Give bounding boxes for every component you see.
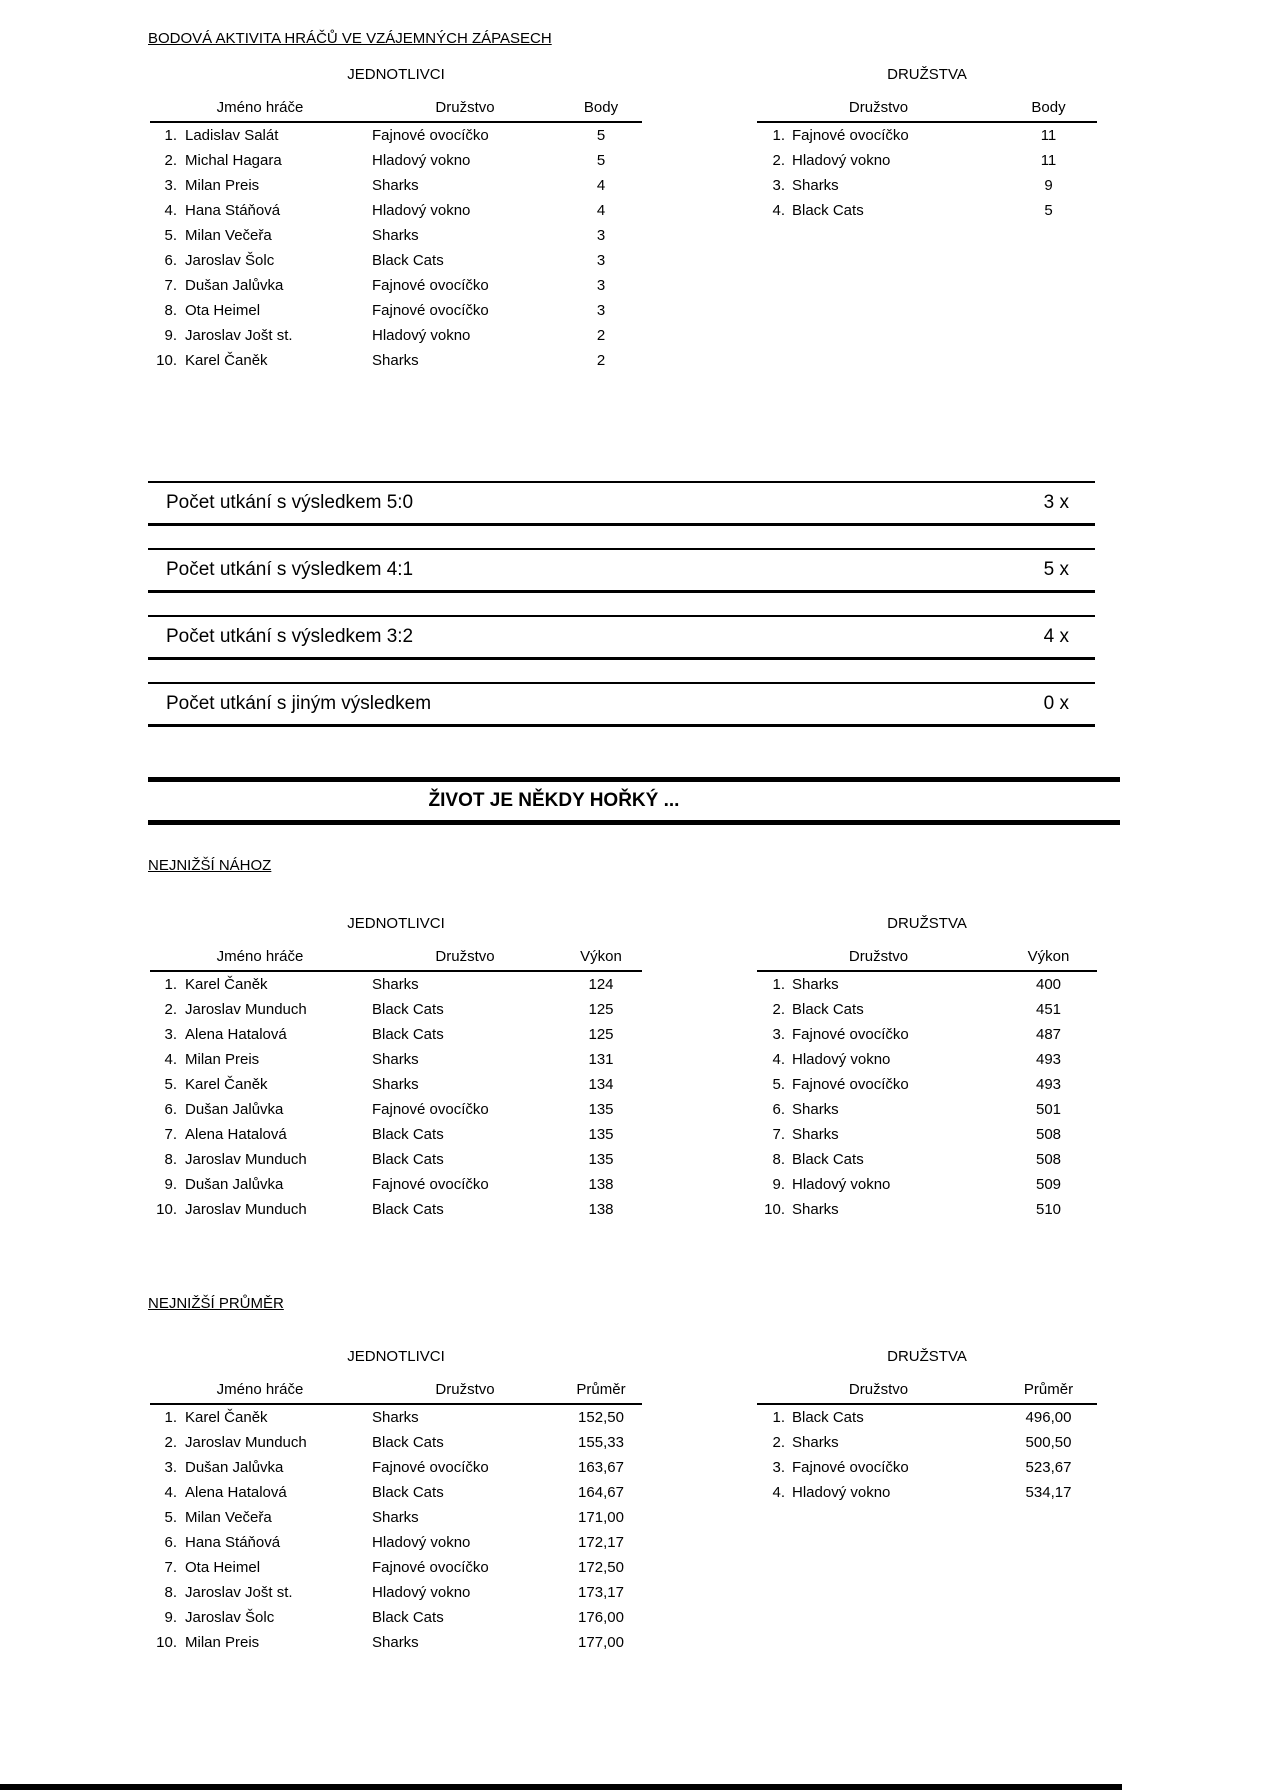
row-player-name: Dušan Jalůvka <box>185 1101 284 1118</box>
table-row <box>757 1172 1097 1197</box>
row-value: 3 <box>596 227 606 244</box>
row-rank: 7. <box>164 1126 177 1143</box>
row-value: 400 <box>1035 976 1062 993</box>
row-rank: 3. <box>164 177 177 194</box>
row-rank: 2. <box>772 1434 785 1451</box>
row-rank: 7. <box>164 277 177 294</box>
table-row <box>150 273 642 298</box>
row-team: Black Cats <box>792 1001 864 1018</box>
section-points <box>150 66 1097 373</box>
page-bottom-rule <box>0 1784 1122 1790</box>
row-team: Sharks <box>372 1509 419 1526</box>
row-team: Black Cats <box>792 1151 864 1168</box>
table-row <box>150 173 642 198</box>
table-row <box>757 1072 1097 1097</box>
page-title: BODOVÁ AKTIVITA HRÁČŮ VE VZÁJEMNÝCH ZÁPASECH <box>148 30 552 47</box>
table-row <box>757 1405 1097 1430</box>
row-team: Fajnové ovocíčko <box>792 1459 909 1476</box>
row-team: Fajnové ovocíčko <box>372 1459 489 1476</box>
table-row <box>150 223 642 248</box>
row-team: Hladový vokno <box>372 202 471 219</box>
row-team: Sharks <box>372 1634 419 1651</box>
table-row <box>150 972 642 997</box>
match-count-banners <box>148 481 1095 749</box>
row-rank: 2. <box>772 152 785 169</box>
table-row <box>150 1505 642 1530</box>
table-body <box>757 123 1097 223</box>
row-team: Sharks <box>372 976 419 993</box>
row-team: Sharks <box>792 1201 839 1218</box>
row-value: 2 <box>596 327 606 344</box>
teams-title: DRUŽSTVA <box>887 915 967 932</box>
row-player-name: Karel Čaněk <box>185 1409 268 1426</box>
row-rank: 5. <box>164 1509 177 1526</box>
row-team: Hladový vokno <box>792 152 891 169</box>
row-rank: 3. <box>164 1026 177 1043</box>
table-header-row <box>757 99 1097 123</box>
table-body <box>150 123 642 373</box>
banner-label: Počet utkání s výsledkem 3:2 <box>166 626 414 647</box>
col-header-team: Družstvo <box>435 99 495 116</box>
banner-value: 0 x <box>1043 693 1069 714</box>
table-row <box>150 1072 642 1097</box>
row-player-name: Jaroslav Šolc <box>185 252 275 269</box>
row-player-name: Milan Preis <box>185 1051 260 1068</box>
row-team: Sharks <box>372 352 419 369</box>
row-value: 508 <box>1035 1126 1062 1143</box>
table-row <box>150 1122 642 1147</box>
row-player-name: Jaroslav Munduch <box>185 1201 307 1218</box>
row-rank: 7. <box>772 1126 785 1143</box>
banner-value: 4 x <box>1043 626 1069 647</box>
row-rank: 9. <box>772 1176 785 1193</box>
row-rank: 2. <box>772 1001 785 1018</box>
row-player-name: Hana Stáňová <box>185 1534 281 1551</box>
row-team: Fajnové ovocíčko <box>372 127 489 144</box>
row-team: Sharks <box>372 227 419 244</box>
individuals-title: JEDNOTLIVCI <box>347 1348 445 1365</box>
row-rank: 8. <box>772 1151 785 1168</box>
col-header-average: Průměr <box>576 1381 626 1398</box>
row-team: Hladový vokno <box>372 1534 471 1551</box>
row-rank: 2. <box>164 1001 177 1018</box>
row-rank: 1. <box>164 1409 177 1426</box>
points-teams-table <box>757 66 1097 373</box>
row-value: 164,67 <box>578 1484 624 1501</box>
row-player-name: Karel Čaněk <box>185 352 268 369</box>
row-rank: 5. <box>772 1076 785 1093</box>
row-rank: 5. <box>164 1076 177 1093</box>
table-row <box>150 123 642 148</box>
row-team: Hladový vokno <box>792 1051 891 1068</box>
match-count-banner <box>148 615 1095 660</box>
table-row <box>757 1122 1097 1147</box>
table-row <box>757 123 1097 148</box>
table-row <box>150 198 642 223</box>
row-value: 3 <box>596 277 606 294</box>
row-value: 173,17 <box>578 1584 624 1601</box>
row-team: Sharks <box>372 1051 419 1068</box>
row-player-name: Jaroslav Munduch <box>185 1151 307 1168</box>
table-row <box>150 1605 642 1630</box>
row-value: 125 <box>588 1026 614 1043</box>
row-player-name: Alena Hatalová <box>185 1126 287 1143</box>
col-header-team: Družstvo <box>848 99 909 116</box>
row-player-name: Michal Hagara <box>185 152 282 169</box>
table-header-row <box>757 1381 1097 1405</box>
row-value: 4 <box>596 177 606 194</box>
table-row <box>757 1197 1097 1222</box>
col-header-points: Body <box>583 99 619 116</box>
table-header-row <box>150 99 642 123</box>
table-row <box>757 1097 1097 1122</box>
row-team: Fajnové ovocíčko <box>792 127 909 144</box>
row-rank: 1. <box>164 976 177 993</box>
col-header-performance: Výkon <box>580 948 622 965</box>
teams-title: DRUŽSTVA <box>887 66 967 83</box>
row-player-name: Milan Večeřa <box>185 1509 272 1526</box>
row-value: 4 <box>596 202 606 219</box>
match-count-banner <box>148 548 1095 593</box>
row-player-name: Jaroslav Šolc <box>185 1609 275 1626</box>
row-value: 138 <box>588 1201 614 1218</box>
table-row <box>150 1097 642 1122</box>
divider-heading-text: ŽIVOT JE NĚKDY HOŘKÝ ... <box>428 790 680 811</box>
column-gap <box>642 66 757 373</box>
row-team: Black Cats <box>372 1201 444 1218</box>
individuals-title: JEDNOTLIVCI <box>347 66 445 83</box>
table-row <box>150 1197 642 1222</box>
table-row <box>150 1047 642 1072</box>
row-rank: 4. <box>164 202 177 219</box>
prumer-individuals-table <box>150 1348 642 1655</box>
teams-title: DRUŽSTVA <box>887 1348 967 1365</box>
table-row <box>150 1172 642 1197</box>
nahoz-teams-table <box>757 915 1097 1222</box>
row-rank: 3. <box>164 1459 177 1476</box>
table-row <box>150 1455 642 1480</box>
row-value: 171,00 <box>578 1509 624 1526</box>
table-header-row <box>757 948 1097 972</box>
table-row <box>150 1022 642 1047</box>
row-player-name: Jaroslav Jošt st. <box>185 1584 293 1601</box>
table-row <box>150 1580 642 1605</box>
row-player-name: Ladislav Salát <box>185 127 279 144</box>
row-team: Black Cats <box>372 1126 444 1143</box>
row-team: Fajnové ovocíčko <box>372 1176 489 1193</box>
table-header-row <box>150 1381 642 1405</box>
table-row <box>150 1147 642 1172</box>
row-player-name: Jaroslav Jošt st. <box>185 327 293 344</box>
row-rank: 10. <box>156 352 177 369</box>
banner-label: Počet utkání s výsledkem 4:1 <box>166 559 414 580</box>
row-team: Fajnové ovocíčko <box>792 1076 909 1093</box>
table-row <box>757 1147 1097 1172</box>
table-row <box>150 148 642 173</box>
row-rank: 1. <box>772 976 785 993</box>
col-header-average: Průměr <box>1023 1381 1074 1398</box>
row-rank: 9. <box>164 1609 177 1626</box>
row-rank: 8. <box>164 302 177 319</box>
row-value: 134 <box>588 1076 614 1093</box>
banner-value: 3 x <box>1043 492 1069 513</box>
row-value: 5 <box>596 152 606 169</box>
row-rank: 4. <box>772 1051 785 1068</box>
row-rank: 2. <box>164 1434 177 1451</box>
row-rank: 5. <box>164 227 177 244</box>
table-row <box>150 248 642 273</box>
row-rank: 4. <box>772 202 785 219</box>
row-rank: 2. <box>164 152 177 169</box>
match-count-banner <box>148 682 1095 727</box>
col-header-performance: Výkon <box>1027 948 1070 965</box>
row-rank: 4. <box>164 1051 177 1068</box>
row-team: Black Cats <box>372 1484 444 1501</box>
col-header-team: Družstvo <box>435 1381 495 1398</box>
divider-heading <box>148 777 1120 825</box>
points-individuals-table <box>150 66 642 373</box>
row-value: 131 <box>588 1051 614 1068</box>
row-player-name: Alena Hatalová <box>185 1026 287 1043</box>
section-heading-lowest-average: NEJNIŽŠÍ PRŮMĚR <box>148 1295 284 1312</box>
row-rank: 10. <box>764 1201 785 1218</box>
table-row <box>150 1530 642 1555</box>
table-row <box>757 198 1097 223</box>
row-team: Sharks <box>792 1434 839 1451</box>
row-player-name: Jaroslav Munduch <box>185 1434 307 1451</box>
row-value: 510 <box>1035 1201 1062 1218</box>
table-body <box>757 1405 1097 1505</box>
table-row <box>757 972 1097 997</box>
row-team: Fajnové ovocíčko <box>372 277 489 294</box>
row-value: 163,67 <box>578 1459 624 1476</box>
row-value: 508 <box>1035 1151 1062 1168</box>
col-header-player-name: Jméno hráče <box>216 99 304 116</box>
row-team: Hladový vokno <box>372 1584 471 1601</box>
table-row <box>757 1430 1097 1455</box>
row-value: 177,00 <box>578 1634 624 1651</box>
table-row <box>150 1430 642 1455</box>
row-team: Black Cats <box>372 252 444 269</box>
table-body <box>150 972 642 1222</box>
table-header-row <box>150 948 642 972</box>
row-player-name: Dušan Jalůvka <box>185 277 284 294</box>
row-team: Fajnové ovocíčko <box>372 1101 489 1118</box>
row-rank: 8. <box>164 1151 177 1168</box>
banner-label: Počet utkání s výsledkem 5:0 <box>166 492 414 513</box>
table-row <box>757 1480 1097 1505</box>
banner-label: Počet utkání s jiným výsledkem <box>166 693 432 714</box>
table-row <box>757 148 1097 173</box>
row-team: Sharks <box>792 1101 839 1118</box>
table-body <box>757 972 1097 1222</box>
col-header-team: Družstvo <box>848 948 909 965</box>
table-row <box>757 1455 1097 1480</box>
row-player-name: Dušan Jalůvka <box>185 1459 284 1476</box>
row-player-name: Milan Preis <box>185 1634 260 1651</box>
row-rank: 3. <box>772 1459 785 1476</box>
table-row <box>150 323 642 348</box>
section-lowest-throw <box>150 915 1097 1222</box>
row-player-name: Ota Heimel <box>185 302 261 319</box>
row-rank: 1. <box>772 1409 785 1426</box>
row-value: 11 <box>1040 152 1057 169</box>
row-rank: 6. <box>164 252 177 269</box>
row-value: 172,17 <box>578 1534 624 1551</box>
row-rank: 4. <box>772 1484 785 1501</box>
table-row <box>757 173 1097 198</box>
row-player-name: Dušan Jalůvka <box>185 1176 284 1193</box>
row-value: 176,00 <box>578 1609 624 1626</box>
row-value: 172,50 <box>578 1559 624 1576</box>
row-rank: 1. <box>164 127 177 144</box>
row-value: 152,50 <box>578 1409 624 1426</box>
row-team: Black Cats <box>372 1434 444 1451</box>
table-row <box>150 1630 642 1655</box>
row-value: 3 <box>596 302 606 319</box>
col-header-player-name: Jméno hráče <box>216 1381 304 1398</box>
row-rank: 9. <box>164 1176 177 1193</box>
match-count-banner <box>148 481 1095 526</box>
row-team: Black Cats <box>372 1001 444 1018</box>
row-value: 124 <box>588 976 614 993</box>
row-value: 11 <box>1040 127 1057 144</box>
row-value: 451 <box>1035 1001 1062 1018</box>
row-value: 125 <box>588 1001 614 1018</box>
table-row <box>757 1022 1097 1047</box>
row-team: Hladový vokno <box>792 1484 891 1501</box>
row-rank: 3. <box>772 1026 785 1043</box>
row-value: 523,67 <box>1025 1459 1072 1476</box>
row-team: Hladový vokno <box>372 327 471 344</box>
row-rank: 3. <box>772 177 785 194</box>
row-value: 534,17 <box>1025 1484 1072 1501</box>
col-header-team: Družstvo <box>848 1381 909 1398</box>
row-value: 487 <box>1035 1026 1062 1043</box>
row-team: Hladový vokno <box>792 1176 891 1193</box>
table-row <box>757 997 1097 1022</box>
row-team: Black Cats <box>372 1609 444 1626</box>
table-row <box>150 298 642 323</box>
row-team: Black Cats <box>372 1151 444 1168</box>
individuals-title: JEDNOTLIVCI <box>347 915 445 932</box>
row-value: 509 <box>1035 1176 1062 1193</box>
row-team: Sharks <box>372 1409 419 1426</box>
row-team: Hladový vokno <box>372 152 471 169</box>
row-value: 135 <box>588 1151 614 1168</box>
row-rank: 6. <box>772 1101 785 1118</box>
row-rank: 6. <box>164 1101 177 1118</box>
row-team: Black Cats <box>792 1409 864 1426</box>
col-header-points: Body <box>1031 99 1066 116</box>
row-value: 3 <box>596 252 606 269</box>
row-player-name: Milan Večeřa <box>185 227 272 244</box>
row-value: 501 <box>1035 1101 1062 1118</box>
row-player-name: Hana Stáňová <box>185 202 281 219</box>
row-player-name: Ota Heimel <box>185 1559 261 1576</box>
row-value: 496,00 <box>1025 1409 1072 1426</box>
row-rank: 9. <box>164 327 177 344</box>
row-rank: 10. <box>156 1634 177 1651</box>
table-body <box>150 1405 642 1655</box>
row-player-name: Jaroslav Munduch <box>185 1001 307 1018</box>
row-value: 5 <box>596 127 606 144</box>
row-team: Sharks <box>792 1126 839 1143</box>
row-rank: 1. <box>772 127 785 144</box>
row-team: Fajnové ovocíčko <box>372 302 489 319</box>
row-team: Black Cats <box>372 1026 444 1043</box>
row-team: Sharks <box>792 177 839 194</box>
row-rank: 10. <box>156 1201 177 1218</box>
table-row <box>150 348 642 373</box>
row-team: Sharks <box>792 976 839 993</box>
row-team: Fajnové ovocíčko <box>792 1026 909 1043</box>
row-value: 5 <box>1044 202 1053 219</box>
row-team: Sharks <box>372 1076 419 1093</box>
prumer-teams-table <box>757 1348 1097 1655</box>
row-team: Fajnové ovocíčko <box>372 1559 489 1576</box>
row-rank: 6. <box>164 1534 177 1551</box>
table-row <box>150 1405 642 1430</box>
col-header-player-name: Jméno hráče <box>216 948 304 965</box>
row-value: 9 <box>1044 177 1053 194</box>
table-row <box>150 1555 642 1580</box>
nahoz-individuals-table <box>150 915 642 1222</box>
row-rank: 4. <box>164 1484 177 1501</box>
row-value: 500,50 <box>1025 1434 1072 1451</box>
row-rank: 7. <box>164 1559 177 1576</box>
row-value: 155,33 <box>578 1434 624 1451</box>
col-header-team: Družstvo <box>435 948 495 965</box>
row-value: 2 <box>596 352 606 369</box>
column-gap <box>642 1348 757 1655</box>
column-gap <box>642 915 757 1222</box>
row-team: Sharks <box>372 177 419 194</box>
row-player-name: Alena Hatalová <box>185 1484 287 1501</box>
row-value: 493 <box>1035 1076 1062 1093</box>
row-player-name: Karel Čaněk <box>185 976 268 993</box>
table-row <box>150 1480 642 1505</box>
row-team: Black Cats <box>792 202 864 219</box>
row-value: 138 <box>588 1176 614 1193</box>
table-row <box>150 997 642 1022</box>
row-rank: 8. <box>164 1584 177 1601</box>
section-heading-lowest-throw: NEJNIŽŠÍ NÁHOZ <box>148 857 272 874</box>
row-value: 135 <box>588 1126 614 1143</box>
row-player-name: Karel Čaněk <box>185 1076 268 1093</box>
section-lowest-average <box>150 1348 1097 1655</box>
banner-value: 5 x <box>1043 559 1069 580</box>
row-player-name: Milan Preis <box>185 177 260 194</box>
row-value: 135 <box>588 1101 614 1118</box>
table-row <box>757 1047 1097 1072</box>
row-value: 493 <box>1035 1051 1062 1068</box>
